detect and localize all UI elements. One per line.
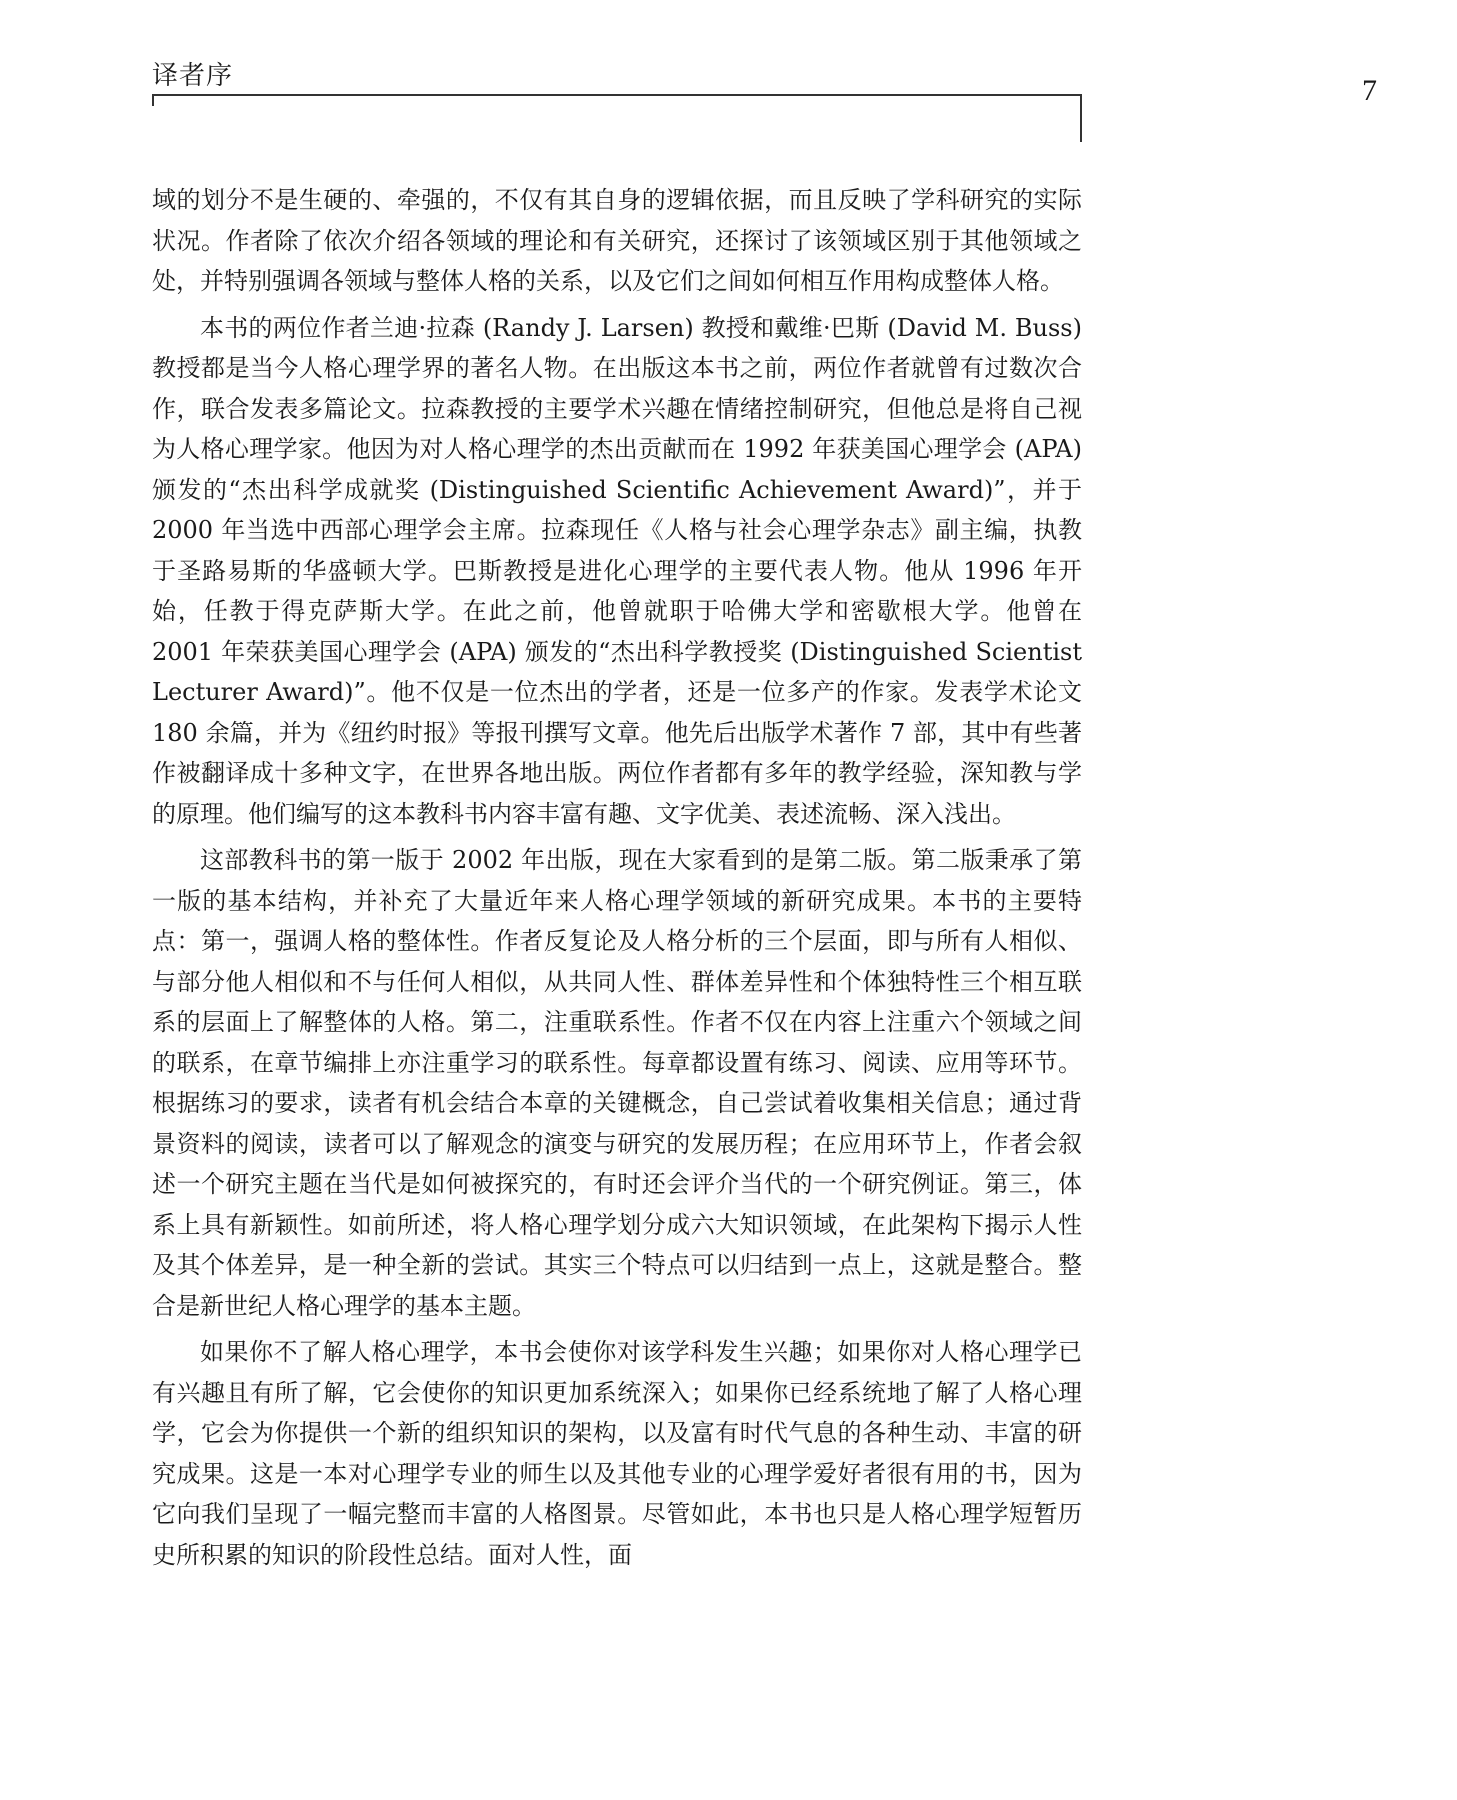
paragraph-3: 这部教科书的第一版于 2002 年出版，现在大家看到的是第二版。第二版秉承了第一版的基本结构，并补充了大量近年来人格心理学领域的新研究成果。本书的主要特点：第一，强调人格的整体性。作者反复论及人格分析的三个层面，即与所有人相似、与部分他人相似和不与任何人相似，从共同人性、群体差异性和个体独特性三个相互联系的层面上了解整体的人格。第二，注重联系性。作者不仅在内容上注重六个领域之间的联系，在章节编排上亦注重学习的联系性。每章都设置有练习、阅读、应用等环节。根据练习的要求，读者有机会结合本章的关键概念，自己尝试着收集相关信息；通过背景资料的阅读，读者可以了解观念的演变与研究的发展历程；在应用环节上，作者会叙述一个研究主题在当代是如何被探究的，有时还会评介当代的一个研究例证。第三，体系上具有新颖性。如前所述，将人格心理学划分成六大知识领域，在此架构下揭示人性及其个体差异，是一种全新的尝试。其实三个特点可以归结到一点上，这就是整合。整合是新世纪人格心理学的基本主题。	[152, 846, 1082, 1320]
header-rule-right-tick	[1080, 96, 1082, 142]
body-text	[152, 180, 1082, 1581]
paragraph-4: 如果你不了解人格心理学，本书会使你对该学科发生兴趣；如果你对人格心理学已有兴趣且有所了解，它会使你的知识更加系统深入；如果你已经系统地了解了人格心理学，它会为你提供一个新的组织知识的架构，以及富有时代气息的各种生动、丰富的研究成果。这是一本对心理学专业的师生以及其他专业的心理学爱好者很有用的书，因为它向我们呈现了一幅完整而丰富的人格图景。尽管如此，本书也只是人格心理学短暂历史所积累的知识的阶段性总结。面对人性，面	[152, 1338, 1082, 1569]
paragraph-2: 本书的两位作者兰迪·拉森 (Randy J. Larsen) 教授和戴维·巴斯 (David M. Buss) 教授都是当今人格心理学界的著名人物。在出版这本书之前，两位作者就曾有过数次合作，联合发表多篇论文。拉森教授的主要学术兴趣在情绪控制研究，但他总是将自己视为人格心理学家。他因为对人格心理学的杰出贡献而在 1992 年获美国心理学会 (APA) 颁发的“杰出科学成就奖 (Distinguished Scientific Achievement Award)”，并于 2000 年当选中西部心理学会主席。拉森现任《人格与社会心理学杂志》副主编，执教于圣路易斯的华盛顿大学。巴斯教授是进化心理学的主要代表人物。他从 1996 年开始，任教于得克萨斯大学。在此之前，他曾就职于哈佛大学和密歇根大学。他曾在 2001 年荣获美国心理学会 (APA) 颁发的“杰出科学教授奖 (Distinguished Scientist Lecturer Award)”。他不仅是一位杰出的学者，还是一位多产的作家。发表学术论文 180 余篇，并为《纽约时报》等报刊撰写文章。他先后出版学术著作 7 部，其中有些著作被翻译成十多种文字，在世界各地出版。两位作者都有多年的教学经验，深知教与学的原理。他们编写的这本教科书内容丰富有趣、文字优美、表述流畅、深入浅出。	[152, 313, 1082, 828]
running-head-title: 译者序	[152, 61, 234, 91]
header-rule	[152, 94, 1082, 96]
paragraph-1: 域的划分不是生硬的、牵强的，不仅有其自身的逻辑依据，而且反映了学科研究的实际状况。作者除了依次介绍各领域的理论和有关研究，还探讨了该领域区别于其他领域之处，并特别强调各领域与整体人格的关系，以及它们之间如何相互作用构成整体人格。	[152, 186, 1082, 295]
page-number: 7	[1362, 74, 1377, 107]
header-rule-left-tick	[152, 94, 154, 106]
